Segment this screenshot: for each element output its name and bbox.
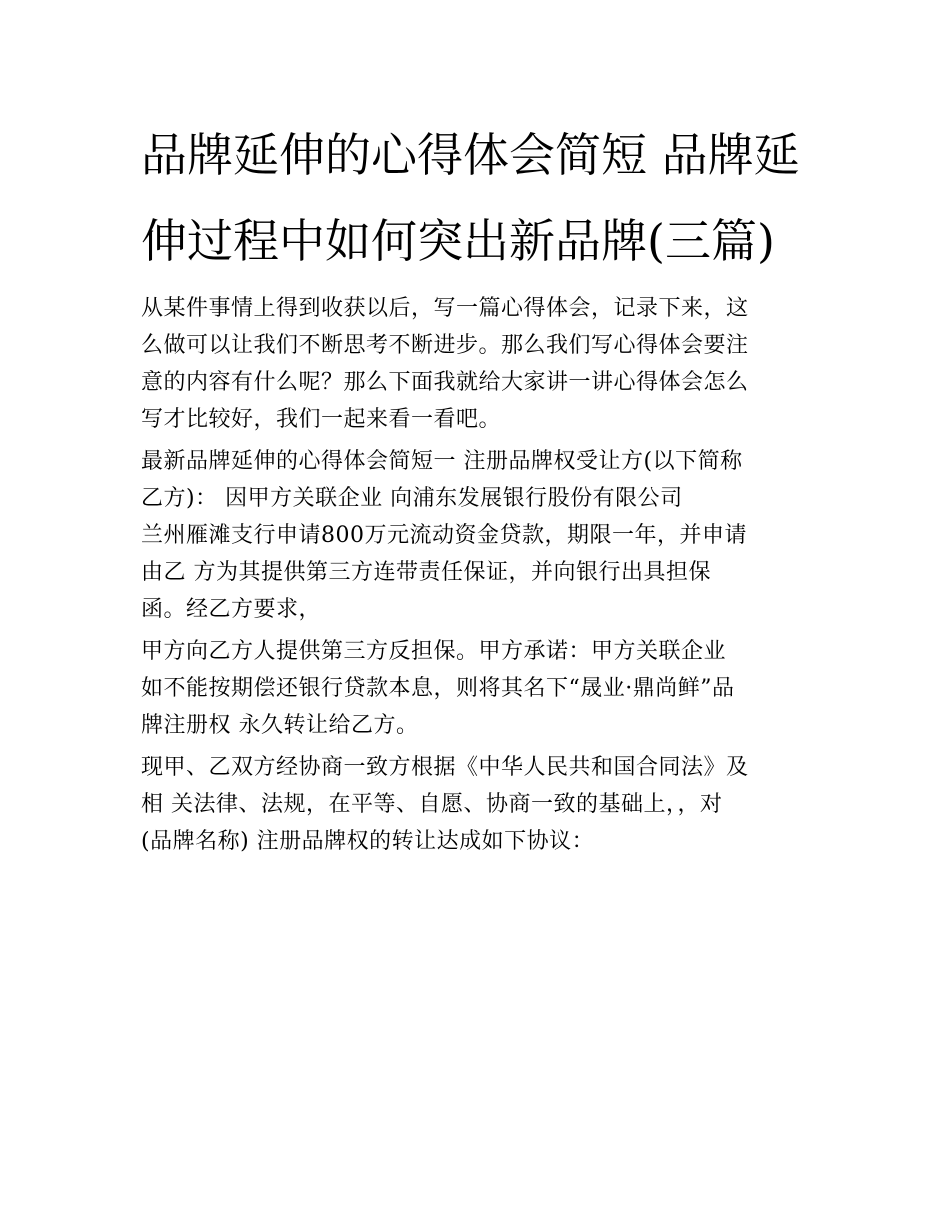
text-line: 意的内容有什么呢？那么下面我就给大家讲一讲心得体会怎么 [141, 370, 749, 395]
text-line: 最新品牌延伸的心得体会简短一 注册品牌权受让方(以下简称 [141, 449, 743, 474]
document-page [141, 112, 821, 860]
text-line: 么做可以让我们不断思考不断进步。那么我们写心得体会要注 [141, 333, 749, 358]
document-title: 品牌延伸的心得体会简短 品牌延伸过程中如何突出新品牌(三篇) [141, 128, 800, 268]
text-line: 函。经乙方要求， [141, 597, 322, 622]
text-line: (品牌名称) 注册品牌权的转让达成如下协议： [141, 829, 595, 854]
paragraph-guarantee [141, 633, 821, 744]
text-line: 如不能按期偿还银行贷款本息，则将其名下“晟业·鼎尚鲜”品 [141, 676, 735, 701]
text-line: 现甲、乙双方经协商一致方根据《中华人民共和国合同法》及 [141, 755, 749, 780]
text-line: 写才比较好，我们一起来看一看吧。 [141, 407, 502, 432]
document-body [141, 290, 821, 860]
text-line: 乙方)： 因甲方关联企业 向浦东发展银行股份有限公司 [141, 486, 683, 511]
paragraph-section-one [141, 443, 821, 628]
paragraph-agreement [141, 749, 821, 860]
paragraph-intro [141, 290, 821, 438]
text-line: 兰州雁滩支行申请800万元流动资金贷款，期限一年，并申请 [141, 523, 747, 548]
text-line: 从某件事情上得到收获以后，写一篇心得体会，记录下来，这 [141, 296, 749, 321]
text-line: 由乙 方为其提供第三方连带责任保证，并向银行出具担保 [141, 560, 711, 585]
text-line: 甲方向乙方人提供第三方反担保。甲方承诺：甲方关联企业 [141, 639, 727, 664]
text-line: 相 关法律、法规，在平等、自愿、协商一致的基础上，，对 [141, 792, 723, 817]
text-line: 牌注册权 永久转让给乙方。 [141, 713, 419, 738]
